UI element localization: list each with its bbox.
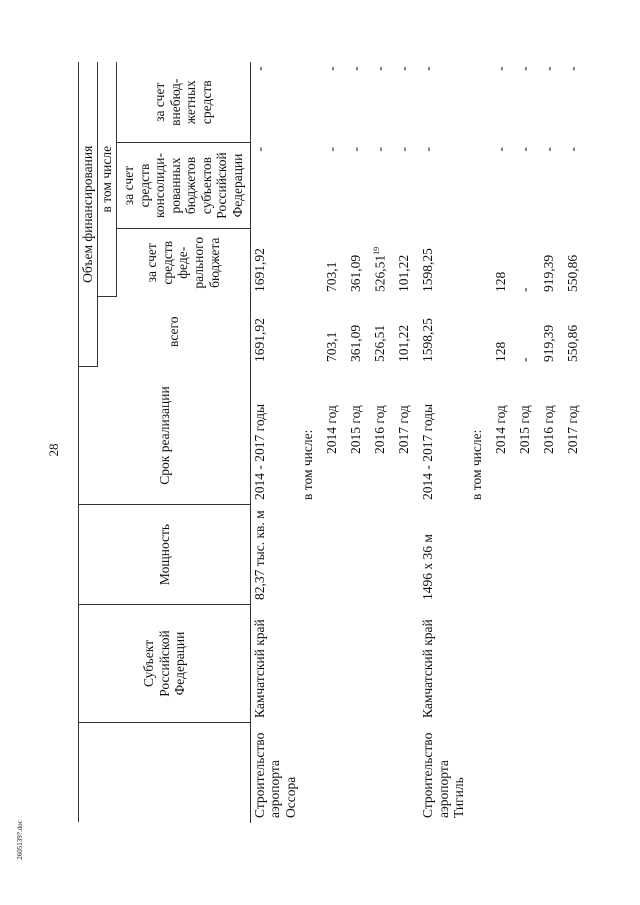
regional-cell-text: -: [420, 147, 436, 152]
table-row: [516, 62, 540, 822]
period-cell: [540, 367, 564, 505]
project-name-cell: [492, 723, 516, 823]
extra-cell: [250, 62, 299, 142]
regional-cell-text: -: [251, 147, 267, 152]
subject-cell: [371, 605, 395, 723]
project-name-cell: [250, 723, 299, 823]
total-cell-text: 361,09: [348, 324, 364, 362]
period-cell-text: 2014 год: [492, 405, 508, 454]
capacity-cell: [323, 505, 347, 605]
regional-cell-text: -: [396, 147, 412, 152]
total-cell-text: 919,39: [540, 324, 556, 362]
header-including: в том числе: [97, 62, 116, 296]
period-cell: [371, 367, 395, 505]
period-cell-text: 2015 год: [348, 405, 364, 454]
period-cell: [347, 367, 371, 505]
project-name-cell: [540, 723, 564, 823]
extra-cell: [323, 62, 347, 142]
project-name-cell-text: Строительство аэропорта Тигиль: [420, 732, 467, 818]
regional-cell: [250, 143, 299, 229]
subject-cell: [347, 605, 371, 723]
period-cell-text: 2016 год: [372, 405, 388, 454]
period-cell-text: 2017 год: [564, 405, 580, 454]
extra-cell-text: -: [564, 66, 580, 71]
regional-cell-text: -: [516, 147, 532, 152]
header-capacity: Мощность: [79, 505, 251, 605]
regional-cell-text: -: [564, 147, 580, 152]
capacity-cell: [347, 505, 371, 605]
federal-cell: [371, 229, 395, 297]
footer-code: 2605139?.doc: [16, 820, 24, 860]
subject-cell: [564, 605, 588, 723]
federal-cell-text: 526,51: [372, 254, 388, 292]
federal-cell: [492, 229, 516, 297]
total-cell-text: 703,1: [324, 331, 340, 362]
table-row: [564, 62, 588, 822]
period-cell-text: 2016 год: [540, 405, 556, 454]
total-cell: [468, 297, 492, 367]
table-row: [299, 62, 323, 822]
regional-cell-text: -: [324, 147, 340, 152]
extra-cell-text: -: [348, 66, 364, 71]
total-cell-text: 128: [492, 341, 508, 362]
total-cell: [250, 297, 299, 367]
subject-cell: [516, 605, 540, 723]
subject-cell: [250, 605, 299, 723]
federal-cell: [323, 229, 347, 297]
header-regional: за счет средств консолиди-рованных бюджетов субъектов Российской Федерации: [116, 143, 250, 229]
header-federal: за счет средств феде-рального бюджета: [116, 229, 250, 297]
total-cell: [323, 297, 347, 367]
project-name-cell: [347, 723, 371, 823]
total-cell: [371, 297, 395, 367]
extra-cell-text: -: [420, 66, 436, 71]
total-cell-text: -: [516, 357, 532, 362]
regional-cell: [347, 143, 371, 229]
project-name-cell: [516, 723, 540, 823]
federal-cell: [299, 229, 323, 297]
extra-cell-text: -: [516, 66, 532, 71]
header-total: всего: [97, 297, 250, 367]
subject-cell: [395, 605, 419, 723]
period-cell: [564, 367, 588, 505]
regional-cell-text: -: [540, 147, 556, 152]
extra-cell-text: -: [396, 66, 412, 71]
regional-cell: [516, 143, 540, 229]
subject-cell: [492, 605, 516, 723]
federal-cell-text: 361,09: [348, 254, 364, 292]
rotated-table-canvas: [78, 63, 580, 823]
total-cell: [395, 297, 419, 367]
total-cell: [299, 297, 323, 367]
table-row: [347, 62, 371, 822]
table-body: [250, 62, 588, 822]
extra-cell: [371, 62, 395, 142]
federal-cell-text: 101,22: [396, 254, 412, 292]
period-cell-text: в том числе:: [468, 429, 484, 500]
regional-cell: [299, 143, 323, 229]
subject-cell: [540, 605, 564, 723]
period-cell: [395, 367, 419, 505]
project-name-cell: [371, 723, 395, 823]
capacity-cell: [540, 505, 564, 605]
regional-cell-text: -: [372, 147, 388, 152]
federal-cell-text: -: [516, 287, 532, 292]
footnote-marker: 19: [372, 246, 382, 255]
federal-cell: [540, 229, 564, 297]
total-cell: [492, 297, 516, 367]
project-name-cell: [419, 723, 468, 823]
extra-cell: [395, 62, 419, 142]
header-subject: Субъект Российской Федерации: [79, 605, 251, 723]
regional-cell: [492, 143, 516, 229]
total-cell: [516, 297, 540, 367]
federal-cell-text: 703,1: [324, 261, 340, 292]
header-project: [79, 723, 251, 823]
regional-cell: [323, 143, 347, 229]
regional-cell: [540, 143, 564, 229]
extra-cell: [347, 62, 371, 142]
total-cell-text: 1598,25: [420, 318, 436, 362]
federal-cell: [419, 229, 468, 297]
capacity-cell: [371, 505, 395, 605]
table-row: [395, 62, 419, 822]
extra-cell: [419, 62, 468, 142]
period-cell: [468, 367, 492, 505]
total-cell: [540, 297, 564, 367]
federal-cell-text: 550,86: [564, 254, 580, 292]
federal-cell: [516, 229, 540, 297]
period-cell: [299, 367, 323, 505]
project-name-cell: [564, 723, 588, 823]
header-financing: Объем финансирования: [79, 62, 98, 366]
table-row: [540, 62, 564, 822]
total-cell: [347, 297, 371, 367]
total-cell-text: 1691,92: [251, 318, 267, 362]
capacity-cell: [419, 505, 468, 605]
subject-cell-text: Камчатский край: [420, 619, 436, 718]
period-cell: [250, 367, 299, 505]
capacity-cell: [395, 505, 419, 605]
federal-cell-text: 919,39: [540, 254, 556, 292]
project-name-cell: [395, 723, 419, 823]
table-row: [371, 62, 395, 822]
period-cell: [419, 367, 468, 505]
regional-cell: [419, 143, 468, 229]
extra-cell: [468, 62, 492, 142]
period-cell: [323, 367, 347, 505]
capacity-cell: [299, 505, 323, 605]
subject-cell-text: Камчатский край: [251, 619, 267, 718]
extra-cell-text: -: [372, 66, 388, 71]
period-cell: [492, 367, 516, 505]
header-extra: за счет внебюд-жетных средств: [116, 62, 250, 142]
extra-cell-text: -: [324, 66, 340, 71]
extra-cell: [299, 62, 323, 142]
federal-cell-text: 1691,92: [251, 248, 267, 292]
financing-table: [78, 62, 588, 823]
total-cell-text: 101,22: [396, 324, 412, 362]
regional-cell: [468, 143, 492, 229]
table-row: [419, 62, 468, 822]
capacity-cell: [250, 505, 299, 605]
period-cell-text: 2017 год: [396, 405, 412, 454]
regional-cell-text: -: [492, 147, 508, 152]
extra-cell: [516, 62, 540, 142]
federal-cell: [395, 229, 419, 297]
period-cell-text: в том числе:: [300, 429, 316, 500]
extra-cell: [540, 62, 564, 142]
regional-cell: [395, 143, 419, 229]
federal-cell-text: 128: [492, 271, 508, 292]
project-name-cell: [323, 723, 347, 823]
extra-cell-text: -: [540, 66, 556, 71]
project-name-cell-text: Строительство аэропорта Оссора: [251, 732, 298, 818]
subject-cell: [419, 605, 468, 723]
period-cell-text: 2014 - 2017 годы: [251, 403, 267, 500]
subject-cell: [323, 605, 347, 723]
period-cell-text: 2014 год: [324, 405, 340, 454]
period-cell-text: 2014 - 2017 годы: [420, 403, 436, 500]
project-name-cell: [299, 723, 323, 823]
period-cell: [516, 367, 540, 505]
subject-cell: [468, 605, 492, 723]
federal-cell: [347, 229, 371, 297]
header-period: Срок реализации: [79, 367, 251, 505]
capacity-cell-text: 1496 x 36 м: [420, 534, 436, 600]
regional-cell: [564, 143, 588, 229]
capacity-cell-text: 82,37 тыс. кв. м: [251, 510, 267, 600]
extra-cell: [492, 62, 516, 142]
regional-cell: [371, 143, 395, 229]
capacity-cell: [564, 505, 588, 605]
federal-cell: [250, 229, 299, 297]
total-cell-text: 526,51: [372, 324, 388, 362]
total-cell-text: 550,86: [564, 324, 580, 362]
regional-cell-text: -: [348, 147, 364, 152]
period-cell-text: 2015 год: [516, 405, 532, 454]
extra-cell-text: -: [251, 66, 267, 71]
capacity-cell: [468, 505, 492, 605]
extra-cell-text: -: [492, 66, 508, 71]
table-row: [250, 62, 299, 822]
subject-cell: [299, 605, 323, 723]
federal-cell: [468, 229, 492, 297]
total-cell: [419, 297, 468, 367]
federal-cell: [564, 229, 588, 297]
table-row: [468, 62, 492, 822]
federal-cell-text: 1598,25: [420, 248, 436, 292]
capacity-cell: [516, 505, 540, 605]
page-number: 28: [46, 443, 61, 457]
table-row: [492, 62, 516, 822]
total-cell: [564, 297, 588, 367]
capacity-cell: [492, 505, 516, 605]
extra-cell: [564, 62, 588, 142]
project-name-cell: [468, 723, 492, 823]
table-row: [323, 62, 347, 822]
